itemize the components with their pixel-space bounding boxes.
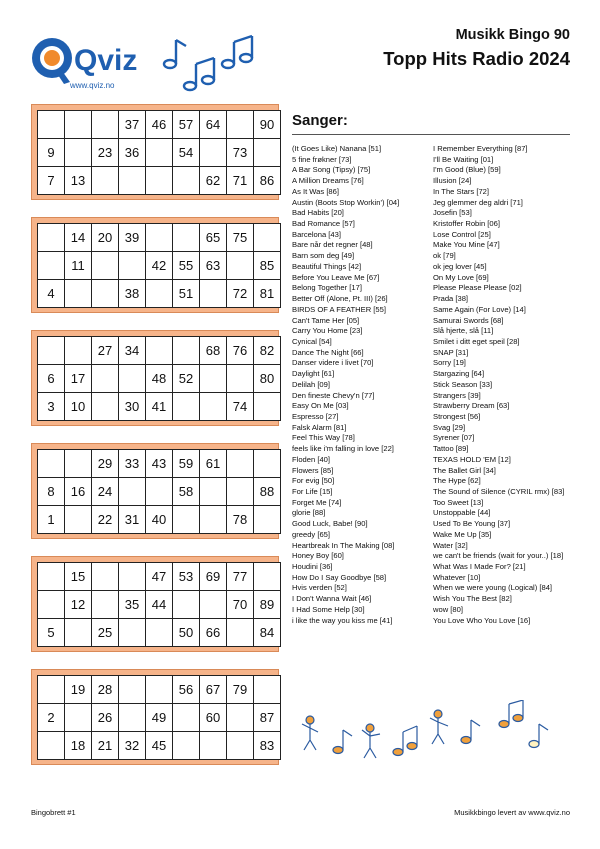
bingo-row	[38, 676, 281, 704]
song-item: Unstoppable [44]	[433, 508, 491, 518]
song-item: The Sound of Silence (CYRIL rmx) [83]	[433, 487, 565, 496]
song-item: Delilah [09]	[292, 379, 330, 389]
bingo-cell: 25	[92, 619, 119, 647]
bingo-cell	[38, 111, 65, 139]
song-item: Make You Mine [47]	[433, 240, 500, 250]
bingo-cell	[38, 563, 65, 591]
bingo-cell	[227, 704, 254, 732]
bingo-grid	[37, 449, 281, 534]
bingo-cell: 10	[65, 393, 92, 421]
bingo-cell: 12	[65, 591, 92, 619]
bingo-cell: 26	[92, 704, 119, 732]
song-item: For evig [50]	[292, 476, 335, 486]
bingo-cell: 76	[227, 337, 254, 365]
song-item: wow [80]	[433, 604, 463, 614]
bingo-cell	[254, 676, 281, 704]
song-item: Sorry [19]	[433, 358, 466, 368]
bingo-cell: 43	[146, 450, 173, 478]
bingo-cell	[200, 506, 227, 534]
footer-board-number: Bingobrett #1	[31, 808, 76, 817]
bingo-row	[38, 704, 281, 732]
song-item: Too Sweet [13]	[433, 497, 484, 507]
bingo-row	[38, 365, 281, 393]
bingo-cell: 19	[65, 676, 92, 704]
bingo-cell: 67	[200, 676, 227, 704]
song-item: I'll Be Waiting [01]	[433, 154, 494, 164]
bingo-cell	[119, 563, 146, 591]
song-item: As It Was [86]	[292, 186, 339, 196]
song-item: Strongest [56]	[433, 411, 481, 421]
bingo-cell: 7	[38, 167, 65, 195]
songs-column-1	[292, 144, 399, 626]
bingo-cell: 69	[200, 563, 227, 591]
bingo-cell	[65, 619, 92, 647]
song-item: SNAP [31]	[433, 347, 469, 357]
song-item: How Do I Say Goodbye [58]	[292, 572, 387, 582]
bingo-cell	[119, 478, 146, 506]
bingo-cell: 45	[146, 732, 173, 760]
song-item: Good Luck, Babe! [90]	[292, 519, 368, 529]
footer-credit: Musikkbingo levert av www.qviz.no	[454, 808, 570, 817]
song-item: Slå hjerte, slå [11]	[433, 326, 494, 336]
bingo-cell: 27	[92, 337, 119, 365]
bingo-cell: 2	[38, 704, 65, 732]
bingo-cell: 75	[227, 224, 254, 252]
bingo-card	[31, 443, 279, 539]
song-item: Tattoo [89]	[433, 444, 469, 454]
song-item: Austin (Boots Stop Workin') [04]	[292, 197, 400, 207]
bingo-cell: 56	[173, 676, 200, 704]
bingo-cell	[146, 676, 173, 704]
bingo-cell: 50	[173, 619, 200, 647]
bingo-cell	[65, 704, 92, 732]
bingo-card	[31, 104, 279, 200]
bingo-cell	[227, 450, 254, 478]
bingo-card	[31, 217, 279, 313]
song-item: Better Off (Alone, Pt. III) [26]	[292, 294, 388, 304]
bingo-cell: 47	[146, 563, 173, 591]
bingo-cell: 79	[227, 676, 254, 704]
logo-url: www.qviz.no	[70, 81, 115, 90]
music-notes-icon	[160, 34, 260, 94]
bingo-cell	[38, 450, 65, 478]
bingo-cell: 31	[119, 506, 146, 534]
bingo-cell: 71	[227, 167, 254, 195]
bingo-grid	[37, 110, 281, 195]
bingo-row	[38, 732, 281, 760]
bingo-cell	[200, 732, 227, 760]
bingo-cell	[200, 478, 227, 506]
song-item: I Remember Everything [87]	[433, 144, 528, 153]
bingo-grid	[37, 675, 281, 760]
bingo-cell: 57	[173, 111, 200, 139]
page-subtitle: Topp Hits Radio 2024	[383, 48, 570, 69]
song-item: BIRDS OF A FEATHER [55]	[292, 304, 386, 314]
bingo-cell	[92, 167, 119, 195]
bingo-cell	[146, 478, 173, 506]
bingo-cell	[119, 252, 146, 280]
bingo-cell: 74	[227, 393, 254, 421]
bingo-cell	[227, 732, 254, 760]
songs-divider	[292, 134, 570, 135]
bingo-card	[31, 330, 279, 426]
bingo-cell	[227, 619, 254, 647]
bingo-cell	[254, 450, 281, 478]
bingo-cell: 34	[119, 337, 146, 365]
bingo-card	[31, 556, 279, 652]
bingo-grid	[37, 562, 281, 647]
bingo-cell	[173, 732, 200, 760]
bingo-cell: 73	[227, 139, 254, 167]
bingo-cell	[38, 676, 65, 704]
bingo-cell: 61	[200, 450, 227, 478]
bingo-cell	[173, 393, 200, 421]
bingo-cell	[146, 619, 173, 647]
bingo-cell: 3	[38, 393, 65, 421]
bingo-cell	[92, 563, 119, 591]
song-item: Floden [40]	[292, 454, 330, 464]
song-item: Before You Leave Me [67]	[292, 272, 380, 282]
song-item: For Life [15]	[292, 487, 333, 496]
logo-wordmark: Qviz	[74, 44, 138, 77]
bingo-cell: 84	[254, 619, 281, 647]
bingo-cell: 88	[254, 478, 281, 506]
song-item: Den fineste Chevy'n [77]	[292, 390, 375, 400]
bingo-cell: 68	[200, 337, 227, 365]
song-item: In The Stars [72]	[433, 186, 490, 196]
song-item: Dance The Night [66]	[292, 347, 364, 357]
bingo-cell: 33	[119, 450, 146, 478]
bingo-row	[38, 563, 281, 591]
bingo-cell: 39	[119, 224, 146, 252]
bingo-cell: 81	[254, 280, 281, 308]
bingo-cell: 55	[173, 252, 200, 280]
bingo-cell: 46	[146, 111, 173, 139]
song-item: feels like i'm falling in love [22]	[292, 444, 394, 454]
bingo-cell: 70	[227, 591, 254, 619]
song-item: Honey Boy [60]	[292, 551, 344, 561]
bingo-cell	[254, 393, 281, 421]
bingo-grid	[37, 336, 281, 421]
bingo-cell: 49	[146, 704, 173, 732]
bingo-cell: 78	[227, 506, 254, 534]
bingo-cell	[92, 111, 119, 139]
song-item: Wake Me Up [35]	[433, 529, 492, 539]
song-item: Samurai Swords [68]	[433, 315, 504, 325]
song-item: i like the way you kiss me [41]	[292, 615, 393, 625]
bingo-cell	[65, 280, 92, 308]
qviz-logo	[30, 30, 140, 100]
bingo-cell: 65	[200, 224, 227, 252]
bingo-cell: 28	[92, 676, 119, 704]
song-item: Syrener [07]	[433, 433, 475, 443]
bingo-cell: 13	[65, 167, 92, 195]
song-item: 5 fine frøkner [73]	[292, 154, 352, 164]
song-item: ok jeg lover [45]	[433, 261, 487, 271]
song-item: The Hype [62]	[433, 476, 481, 486]
bingo-cell: 80	[254, 365, 281, 393]
bingo-cell: 86	[254, 167, 281, 195]
bingo-cell: 37	[119, 111, 146, 139]
bingo-cell: 11	[65, 252, 92, 280]
song-item: Water [32]	[433, 540, 468, 550]
bingo-cell	[92, 365, 119, 393]
bingo-cell	[119, 365, 146, 393]
bingo-cell: 5	[38, 619, 65, 647]
song-item: Danser videre i livet [70]	[292, 358, 374, 368]
song-item: Strawberry Dream [63]	[433, 401, 510, 411]
bingo-cell: 32	[119, 732, 146, 760]
bingo-cell	[146, 139, 173, 167]
bingo-cell	[65, 337, 92, 365]
bingo-cell: 14	[65, 224, 92, 252]
bingo-cell	[227, 111, 254, 139]
song-item: I Had Some Help [30]	[292, 604, 365, 614]
song-item: Whatever [10]	[433, 572, 481, 582]
bingo-cell: 66	[200, 619, 227, 647]
bingo-cell	[65, 111, 92, 139]
bingo-cell	[254, 224, 281, 252]
song-item: Falsk Alarm [81]	[292, 422, 347, 432]
song-item: Heartbreak In The Making [08]	[292, 540, 395, 550]
bingo-cell	[146, 167, 173, 195]
bingo-cell: 1	[38, 506, 65, 534]
bingo-cell: 85	[254, 252, 281, 280]
song-item: Prada [38]	[433, 294, 469, 304]
bingo-cell: 44	[146, 591, 173, 619]
bingo-cell: 35	[119, 591, 146, 619]
song-item: Forget Me [74]	[292, 497, 342, 507]
song-item: Wish You The Best [82]	[433, 594, 512, 604]
song-item: You Love Who You Love [16]	[433, 615, 531, 625]
bingo-cell: 22	[92, 506, 119, 534]
bingo-cell	[92, 252, 119, 280]
song-item: Josefin [53]	[433, 208, 472, 218]
song-item: we can't be friends (wait for your..) [18]	[433, 551, 564, 561]
song-item: Svag [29]	[433, 422, 466, 432]
bingo-card	[31, 669, 279, 765]
bingo-row	[38, 167, 281, 195]
song-item: When we were young (Logical) [84]	[433, 583, 553, 593]
bingo-row	[38, 450, 281, 478]
song-item: Barcelona [43]	[292, 229, 341, 239]
bingo-cell: 6	[38, 365, 65, 393]
song-item: Jeg glemmer deg aldri [71]	[433, 197, 523, 207]
bingo-cell: 42	[146, 252, 173, 280]
bingo-cell	[38, 224, 65, 252]
bingo-cell	[92, 591, 119, 619]
bingo-cell	[65, 139, 92, 167]
song-item: Hvis verden [52]	[292, 583, 347, 593]
song-item: Lose Control [25]	[433, 229, 491, 239]
bingo-cell: 38	[119, 280, 146, 308]
bingo-grid	[37, 223, 281, 308]
bingo-cell	[200, 365, 227, 393]
song-item: Cynical [54]	[292, 336, 332, 346]
bingo-cell	[38, 732, 65, 760]
bingo-cell	[146, 224, 173, 252]
bingo-cell: 53	[173, 563, 200, 591]
bingo-row	[38, 252, 281, 280]
bingo-cell: 90	[254, 111, 281, 139]
song-item: Flowers [85]	[292, 465, 334, 475]
song-item: Bad Romance [57]	[292, 219, 355, 229]
song-item: Can't Tame Her [05]	[292, 315, 360, 325]
bingo-cell: 64	[200, 111, 227, 139]
song-item: TEXAS HOLD 'EM [12]	[433, 454, 511, 464]
bingo-cell: 82	[254, 337, 281, 365]
bingo-cell: 17	[65, 365, 92, 393]
bingo-cell: 62	[200, 167, 227, 195]
bingo-cell	[38, 337, 65, 365]
bingo-cell: 54	[173, 139, 200, 167]
bingo-cell: 51	[173, 280, 200, 308]
bingo-row	[38, 591, 281, 619]
bingo-row	[38, 506, 281, 534]
bingo-cell: 89	[254, 591, 281, 619]
bingo-cell	[173, 591, 200, 619]
bingo-cell: 8	[38, 478, 65, 506]
bingo-cell	[65, 450, 92, 478]
song-item: ok [79]	[433, 251, 456, 261]
song-item: Easy On Me [03]	[292, 401, 349, 411]
bingo-cell	[38, 252, 65, 280]
song-item: Barn som deg [49]	[292, 251, 355, 261]
song-item: Bare når det regner [48]	[292, 240, 373, 250]
bingo-cell	[173, 704, 200, 732]
bingo-cell	[227, 252, 254, 280]
song-item: A Bar Song (Tipsy) [75]	[292, 165, 371, 175]
bingo-cell	[119, 619, 146, 647]
song-item: Belong Together [17]	[292, 283, 362, 293]
bingo-cell	[119, 167, 146, 195]
song-item: Daylight [61]	[292, 369, 335, 379]
bingo-cell	[119, 704, 146, 732]
bingo-cell: 48	[146, 365, 173, 393]
song-item: Stick Season [33]	[433, 379, 493, 389]
song-item: Kristoffer Robin [06]	[433, 219, 500, 229]
song-item: A Million Dreams [76]	[292, 176, 364, 186]
bingo-cell: 40	[146, 506, 173, 534]
bingo-row	[38, 619, 281, 647]
bingo-cell	[146, 280, 173, 308]
songs-column-2	[433, 144, 564, 626]
bingo-row	[38, 280, 281, 308]
song-item: Bad Habits [20]	[292, 208, 344, 218]
song-item: Same Again (For Love) [14]	[433, 304, 526, 314]
bingo-cell	[200, 280, 227, 308]
bingo-cell	[146, 337, 173, 365]
bingo-cell	[92, 393, 119, 421]
song-item: Smilet i ditt eget speil [28]	[433, 336, 520, 346]
song-item: Please Please Please [02]	[433, 283, 522, 293]
bingo-cell: 9	[38, 139, 65, 167]
bingo-cell: 29	[92, 450, 119, 478]
bingo-cell	[227, 478, 254, 506]
dancing-notes-illustration	[298, 700, 560, 772]
bingo-cell	[119, 676, 146, 704]
bingo-cell: 52	[173, 365, 200, 393]
bingo-cell	[173, 506, 200, 534]
bingo-cell	[227, 365, 254, 393]
bingo-row	[38, 337, 281, 365]
bingo-cell	[254, 139, 281, 167]
bingo-cell	[254, 563, 281, 591]
bingo-cell: 58	[173, 478, 200, 506]
bingo-cell	[254, 506, 281, 534]
bingo-cell: 16	[65, 478, 92, 506]
song-item: Used To Be Young [37]	[433, 519, 511, 529]
bingo-cell	[200, 591, 227, 619]
bingo-row	[38, 478, 281, 506]
bingo-row	[38, 139, 281, 167]
bingo-cell: 15	[65, 563, 92, 591]
bingo-cell: 18	[65, 732, 92, 760]
song-item: greedy [65]	[292, 529, 330, 539]
song-item: On My Love [69]	[433, 272, 489, 282]
songs-heading: Sanger:	[292, 112, 348, 129]
bingo-cell: 72	[227, 280, 254, 308]
bingo-cell: 59	[173, 450, 200, 478]
song-item: Stargazing [64]	[433, 369, 485, 379]
song-item: Beautiful Things [42]	[292, 261, 362, 271]
bingo-cell: 4	[38, 280, 65, 308]
song-item: Illusion [24]	[433, 176, 472, 186]
bingo-cell: 30	[119, 393, 146, 421]
song-item: (It Goes Like) Nanana [51]	[292, 144, 382, 153]
song-item: Espresso [27]	[292, 411, 339, 421]
bingo-cell	[38, 591, 65, 619]
page-title: Musikk Bingo 90	[455, 27, 570, 43]
song-item: Carry You Home [23]	[292, 326, 363, 336]
bingo-row	[38, 111, 281, 139]
bingo-cell: 41	[146, 393, 173, 421]
bingo-cell	[200, 393, 227, 421]
bingo-cell: 21	[92, 732, 119, 760]
bingo-cell: 83	[254, 732, 281, 760]
song-item: What Was I Made For? [21]	[433, 562, 526, 572]
bingo-cell	[173, 167, 200, 195]
song-item: I'm Good (Blue) [59]	[433, 165, 501, 175]
bingo-cell	[173, 224, 200, 252]
song-item: Houdini [36]	[292, 562, 333, 572]
bingo-cell	[173, 337, 200, 365]
bingo-row	[38, 224, 281, 252]
bingo-cell	[200, 139, 227, 167]
bingo-cell: 63	[200, 252, 227, 280]
bingo-cell	[92, 280, 119, 308]
bingo-cell: 60	[200, 704, 227, 732]
bingo-cell: 20	[92, 224, 119, 252]
bingo-cell: 87	[254, 704, 281, 732]
bingo-cell: 36	[119, 139, 146, 167]
bingo-cell: 23	[92, 139, 119, 167]
bingo-cell: 24	[92, 478, 119, 506]
bingo-cell: 77	[227, 563, 254, 591]
song-item: Strangers [39]	[433, 390, 481, 400]
song-item: The Ballet Girl [34]	[433, 465, 496, 475]
bingo-row	[38, 393, 281, 421]
song-item: I Don't Wanna Wait [46]	[292, 594, 372, 604]
bingo-cell	[65, 506, 92, 534]
song-item: Feel This Way [78]	[292, 433, 355, 443]
song-item: glorie [88]	[292, 508, 326, 518]
